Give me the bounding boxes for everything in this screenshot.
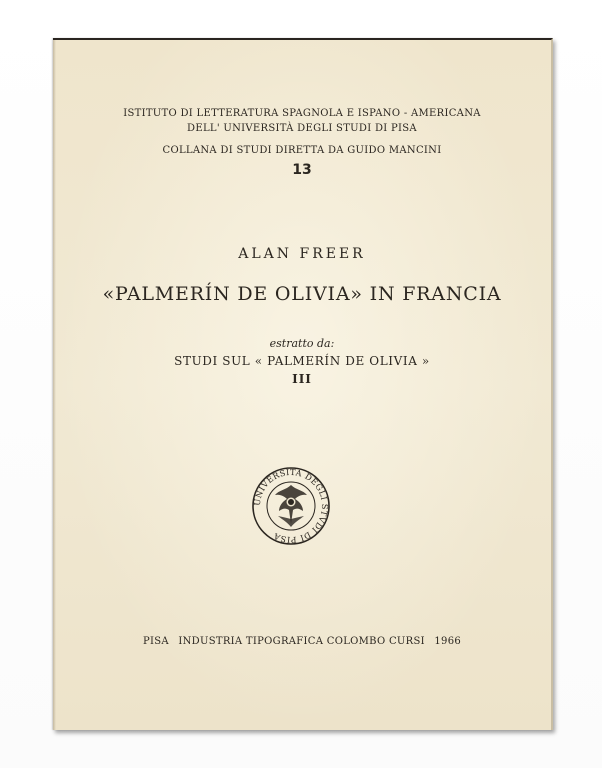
imprint-printer: INDUSTRIA TIPOGRAFICA COLOMBO CURSI: [178, 636, 425, 647]
series-name: COLLANA DI STUDI DIRETTA DA GUIDO MANCINI: [162, 145, 442, 156]
book-title: «PALMERÍN DE OLIVIA» IN FRANCIA: [102, 283, 502, 305]
author-name: ALAN FREER: [238, 246, 366, 262]
source-volume: III: [292, 372, 312, 386]
imprint-city: PISA: [142, 636, 169, 647]
imprint-year: 1966: [434, 636, 462, 647]
institute-line-1: ISTITUTO DI LETTERATURA SPAGNOLA E ISPANO - AMERICANA: [123, 108, 481, 119]
extract-label: estratto da:: [269, 337, 335, 350]
seal-inscription: UNIVERSITA DEGLI STVDI DI PISA: [251, 466, 331, 546]
university-seal-icon: [246, 466, 336, 546]
imprint-line: [53, 636, 551, 647]
book-cover: [53, 38, 553, 730]
series-number: 13: [292, 162, 312, 178]
institute-line-2: DELL' UNIVERSITÀ DEGLI STUDI DI PISA: [187, 123, 417, 134]
source-title: STUDI SUL « PALMERÍN DE OLIVIA »: [174, 354, 430, 368]
